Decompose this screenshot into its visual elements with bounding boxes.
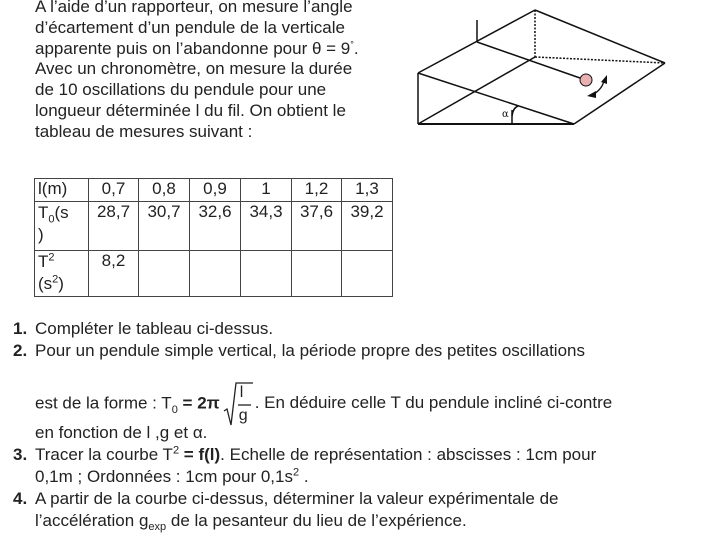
question-text: . Echelle de représentation : abscisses : 1cm pour: [220, 445, 597, 464]
header-line: [38, 273, 85, 295]
question-text: l’accélération g: [35, 511, 149, 530]
table-cell: 30,7: [139, 202, 190, 251]
question-line: [35, 444, 713, 466]
degree-symbol: °: [350, 38, 354, 49]
intro-line: Avec un chronomètre, on mesure la durée: [35, 59, 353, 79]
diagram-hidden-edge: [535, 57, 665, 63]
inclined-pendulum-diagram: [400, 0, 720, 160]
fraction-denominator: g: [238, 407, 248, 424]
intro-line: tableau de mesures suivant :: [35, 121, 253, 141]
question-text: A partir de la courbe ci-dessus, déterminer la valeur expérimentale de: [35, 489, 559, 508]
header-unit: (s: [38, 274, 53, 293]
question-1: [13, 318, 713, 340]
table-header-period: [35, 202, 89, 251]
question-line: [35, 466, 713, 488]
table-cell: 28,7: [89, 202, 139, 251]
header-line: [38, 202, 85, 224]
intro-line: [35, 39, 405, 60]
diagram-edge: [574, 63, 665, 124]
table-cell: 1,2: [292, 179, 342, 202]
formula-coefficient: = 2π: [177, 393, 220, 413]
intro-line: de 10 oscillations du pendule pour une: [35, 80, 327, 100]
table-row-period-squared: [35, 251, 393, 297]
question-text: .: [299, 467, 309, 486]
table-cell[interactable]: [190, 251, 241, 297]
pendulum-ball: [580, 74, 592, 86]
measurements-table: [34, 178, 393, 297]
header-text: T: [38, 203, 49, 222]
table-cell[interactable]: 8,2: [89, 251, 139, 297]
superscript: 2: [292, 466, 300, 479]
question-2: [13, 340, 713, 444]
intro-line: d’écartement d’un pendule de la verticale: [35, 17, 345, 37]
question-text: Tracer la courbe T: [35, 445, 173, 464]
question-number: 4.: [13, 489, 28, 508]
question-number: 3.: [13, 445, 28, 464]
questions-list: [13, 318, 713, 532]
question-text: . En déduire celle T du pendule incliné ci-contre: [254, 393, 613, 413]
diagram-edge: [535, 10, 665, 63]
question-text: Compléter le tableau ci-dessus.: [35, 319, 274, 338]
header-unit-close: ): [38, 225, 44, 244]
intro-text: apparente puis on l’abandonne pour θ = 9: [35, 38, 351, 58]
subscript: exp: [148, 521, 167, 533]
header-unit-superscript: 2: [52, 273, 59, 286]
square-root-fraction: [223, 381, 253, 427]
apparent-vertical-line: [477, 42, 580, 78]
question-3: [13, 444, 713, 488]
header-unit: (s: [54, 203, 69, 222]
question-text: en fonction de l ,g et α.: [35, 423, 208, 442]
table-cell: 0,9: [190, 179, 241, 202]
table-row-period: [35, 202, 393, 251]
table-header-length: l(m): [35, 179, 89, 202]
intro-paragraph: [35, 0, 405, 143]
question-formula-line: [35, 362, 713, 422]
question-text: est de la forme : T: [35, 393, 172, 413]
table-cell[interactable]: [241, 251, 292, 297]
question-text: 0,1m ; Ordonnées : 1cm pour 0,1s: [35, 467, 293, 486]
question-4: [13, 488, 713, 532]
table-cell: 0,8: [139, 179, 190, 202]
header-line: [38, 251, 85, 273]
table-cell[interactable]: [342, 251, 393, 297]
table-cell: 1: [241, 179, 292, 202]
table-cell: 32,6: [190, 202, 241, 251]
intro-text: .: [353, 38, 359, 58]
header-superscript: 2: [48, 251, 55, 264]
angle-arc: [512, 106, 518, 116]
diagram-incline-front: [418, 73, 574, 124]
fraction-numerator: l: [239, 384, 244, 401]
subscript: 0: [171, 403, 178, 416]
header-subscript: 0: [48, 213, 55, 226]
arrowhead-icon: [587, 91, 596, 98]
angle-alpha-label: α: [502, 109, 509, 120]
diagram-diagonal: [418, 57, 535, 124]
question-text: de la pesanteur du lieu de l’expérience.: [166, 511, 467, 530]
table-cell[interactable]: [139, 251, 190, 297]
question-text: Pour un pendule simple vertical, la période propre des petites oscillations: [35, 341, 585, 360]
intro-line: A l’aide d’un rapporteur, on mesure l’angle: [35, 0, 353, 16]
question-number: 2.: [13, 341, 28, 360]
table-cell[interactable]: [292, 251, 342, 297]
table-cell: 0,7: [89, 179, 139, 202]
header-unit-close: ): [58, 274, 64, 293]
table-header-period-squared: [35, 251, 89, 297]
arrowhead-icon: [601, 75, 607, 84]
intro-line: longueur déterminée l du fil. On obtient le: [35, 100, 346, 120]
table-cell: 39,2: [342, 202, 393, 251]
header-text: T: [38, 252, 49, 271]
table-row-length: [35, 179, 393, 202]
question-line: [35, 510, 713, 532]
question-number: 1.: [13, 319, 28, 338]
table-cell: 1,3: [342, 179, 393, 202]
table-cell: 34,3: [241, 202, 292, 251]
superscript: 2: [172, 444, 180, 457]
table-cell: 37,6: [292, 202, 342, 251]
formula-function: = f(l): [179, 445, 221, 464]
